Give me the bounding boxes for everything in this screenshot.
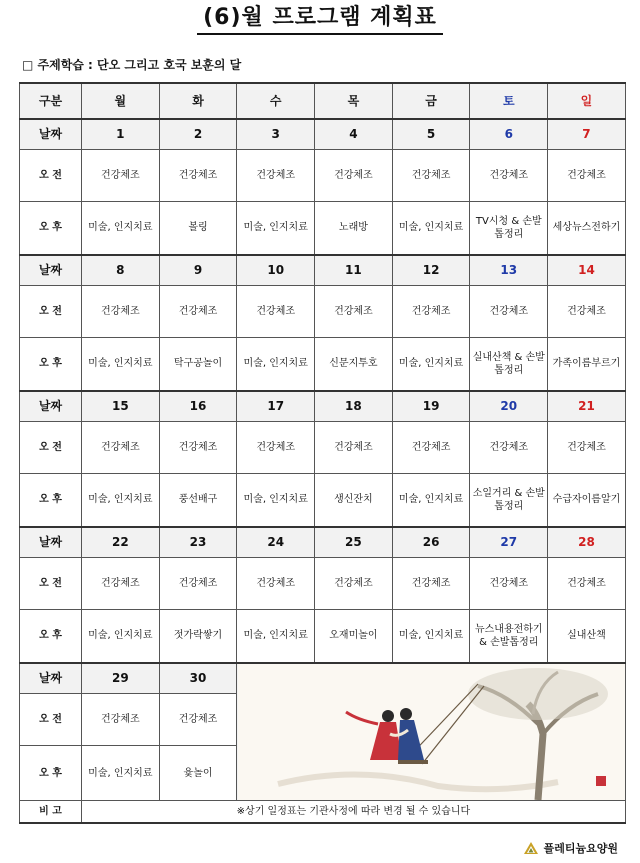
date-cell: 10 bbox=[237, 255, 315, 285]
date-cell: 1 bbox=[82, 119, 160, 149]
am-cell: 건강체조 bbox=[315, 285, 393, 337]
am-cell: 건강체조 bbox=[392, 149, 470, 201]
date-cell: 17 bbox=[237, 391, 315, 421]
pm-cell: 미술, 인지치료 bbox=[82, 609, 160, 663]
am-label: 오 전 bbox=[20, 693, 82, 746]
date-cell: 11 bbox=[315, 255, 393, 285]
date-cell: 3 bbox=[237, 119, 315, 149]
page-title bbox=[0, 4, 640, 35]
date-cell: 15 bbox=[82, 391, 160, 421]
date-cell: 28 bbox=[548, 527, 626, 557]
note-text: ※상기 일정표는 기관사정에 따라 변경 될 수 있습니다 bbox=[82, 801, 626, 823]
pm-label: 오 후 bbox=[20, 473, 82, 527]
header-cell-wed: 수 bbox=[237, 83, 315, 119]
am-cell: 건강체조 bbox=[315, 557, 393, 609]
pm-cell: 미술, 인지치료 bbox=[392, 337, 470, 391]
pm-cell: 젓가락쌓기 bbox=[159, 609, 237, 663]
pm-cell: 윷놀이 bbox=[159, 746, 237, 801]
brand-name: 플레티늄요양원 bbox=[543, 842, 618, 855]
note-row bbox=[20, 801, 626, 823]
pm-cell: 가족이름부르기 bbox=[548, 337, 626, 391]
date-cell: 6 bbox=[470, 119, 548, 149]
am-cell: 건강체조 bbox=[159, 149, 237, 201]
page-title-text: (6)월 프로그램 계획표 bbox=[197, 4, 443, 35]
am-label: 오 전 bbox=[20, 557, 82, 609]
date-label: 날짜 bbox=[20, 255, 82, 285]
am-label: 오 전 bbox=[20, 149, 82, 201]
week-1-date-row bbox=[20, 119, 626, 149]
am-label: 오 전 bbox=[20, 285, 82, 337]
am-cell: 건강체조 bbox=[315, 421, 393, 473]
am-cell: 건강체조 bbox=[470, 149, 548, 201]
date-cell: 23 bbox=[159, 527, 237, 557]
pm-cell: 미술, 인지치료 bbox=[82, 746, 160, 801]
date-label: 날짜 bbox=[20, 527, 82, 557]
pm-label: 오 후 bbox=[20, 609, 82, 663]
header-row bbox=[20, 83, 626, 119]
brand-logo-icon bbox=[523, 841, 539, 855]
dano-swing-painting bbox=[238, 664, 625, 800]
week-2-pm-row bbox=[20, 337, 626, 391]
am-cell: 건강체조 bbox=[237, 557, 315, 609]
week-5-date-row bbox=[20, 663, 626, 693]
date-label: 날짜 bbox=[20, 391, 82, 421]
am-cell: 건강체조 bbox=[392, 285, 470, 337]
am-cell: 건강체조 bbox=[548, 149, 626, 201]
pm-cell: 실내산책 & 손발톱정리 bbox=[470, 337, 548, 391]
date-cell: 20 bbox=[470, 391, 548, 421]
date-label: 날짜 bbox=[20, 663, 82, 693]
pm-cell: 신문지투호 bbox=[315, 337, 393, 391]
pm-cell: 수급자이름알기 bbox=[548, 473, 626, 527]
header-cell-sat: 토 bbox=[470, 83, 548, 119]
pm-cell: 풍선배구 bbox=[159, 473, 237, 527]
header-cell-mon: 월 bbox=[82, 83, 160, 119]
am-cell: 건강체조 bbox=[548, 285, 626, 337]
am-cell: 건강체조 bbox=[470, 285, 548, 337]
am-cell: 건강체조 bbox=[82, 149, 160, 201]
date-cell: 7 bbox=[548, 119, 626, 149]
date-cell: 24 bbox=[237, 527, 315, 557]
date-cell: 14 bbox=[548, 255, 626, 285]
am-cell: 건강체조 bbox=[548, 421, 626, 473]
program-table bbox=[19, 82, 626, 824]
date-cell: 30 bbox=[159, 663, 237, 693]
date-cell: 18 bbox=[315, 391, 393, 421]
pm-cell: 생신잔치 bbox=[315, 473, 393, 527]
brand bbox=[523, 840, 618, 856]
pm-label: 오 후 bbox=[20, 201, 82, 255]
pm-cell: 미술, 인지치료 bbox=[82, 473, 160, 527]
am-cell: 건강체조 bbox=[470, 421, 548, 473]
am-cell: 건강체조 bbox=[159, 557, 237, 609]
pm-cell: 미술, 인지치료 bbox=[237, 201, 315, 255]
pm-cell: 볼링 bbox=[159, 201, 237, 255]
pm-cell: 노래방 bbox=[315, 201, 393, 255]
am-cell: 건강체조 bbox=[548, 557, 626, 609]
week-1-am-row bbox=[20, 149, 626, 201]
am-cell: 건강체조 bbox=[82, 693, 160, 746]
pm-cell: 오재미놀이 bbox=[315, 609, 393, 663]
date-cell: 19 bbox=[392, 391, 470, 421]
am-cell: 건강체조 bbox=[392, 557, 470, 609]
date-cell: 27 bbox=[470, 527, 548, 557]
am-cell: 건강체조 bbox=[237, 285, 315, 337]
pm-cell: 미술, 인지치료 bbox=[392, 609, 470, 663]
week-2-date-row bbox=[20, 255, 626, 285]
date-cell: 4 bbox=[315, 119, 393, 149]
header-cell-category: 구분 bbox=[20, 83, 82, 119]
pm-cell: 미술, 인지치료 bbox=[392, 473, 470, 527]
am-cell: 건강체조 bbox=[82, 285, 160, 337]
date-cell: 25 bbox=[315, 527, 393, 557]
am-cell: 건강체조 bbox=[470, 557, 548, 609]
pm-label: 오 후 bbox=[20, 337, 82, 391]
week-3-date-row bbox=[20, 391, 626, 421]
pm-cell: 미술, 인지치료 bbox=[82, 201, 160, 255]
week-4-am-row bbox=[20, 557, 626, 609]
pm-cell: 뉴스내용전하기 & 손발톱정리 bbox=[470, 609, 548, 663]
am-cell: 건강체조 bbox=[159, 421, 237, 473]
date-cell: 22 bbox=[82, 527, 160, 557]
pm-cell: 세상뉴스전하기 bbox=[548, 201, 626, 255]
week-4-pm-row bbox=[20, 609, 626, 663]
week-2-am-row bbox=[20, 285, 626, 337]
note-label: 비 고 bbox=[20, 801, 82, 823]
am-cell: 건강체조 bbox=[237, 421, 315, 473]
week-4-date-row bbox=[20, 527, 626, 557]
date-cell: 21 bbox=[548, 391, 626, 421]
week-3-am-row bbox=[20, 421, 626, 473]
pm-cell: 미술, 인지치료 bbox=[82, 337, 160, 391]
pm-cell: 탁구공놀이 bbox=[159, 337, 237, 391]
pm-cell: 미술, 인지치료 bbox=[392, 201, 470, 255]
date-cell: 26 bbox=[392, 527, 470, 557]
pm-cell: 소일거리 & 손발톱정리 bbox=[470, 473, 548, 527]
pm-cell: 미술, 인지치료 bbox=[237, 473, 315, 527]
week-3-pm-row bbox=[20, 473, 626, 527]
week-1-pm-row bbox=[20, 201, 626, 255]
am-cell: 건강체조 bbox=[82, 421, 160, 473]
header-cell-fri: 금 bbox=[392, 83, 470, 119]
illustration-cell bbox=[237, 663, 625, 801]
am-cell: 건강체조 bbox=[237, 149, 315, 201]
pm-cell: 미술, 인지치료 bbox=[237, 609, 315, 663]
pm-cell: TV시청 & 손발톱정리 bbox=[470, 201, 548, 255]
pm-cell: 미술, 인지치료 bbox=[237, 337, 315, 391]
header-cell-tue: 화 bbox=[159, 83, 237, 119]
date-cell: 2 bbox=[159, 119, 237, 149]
am-cell: 건강체조 bbox=[315, 149, 393, 201]
date-label: 날짜 bbox=[20, 119, 82, 149]
date-cell: 13 bbox=[470, 255, 548, 285]
date-cell: 8 bbox=[82, 255, 160, 285]
pm-label: 오 후 bbox=[20, 746, 82, 801]
date-cell: 16 bbox=[159, 391, 237, 421]
am-cell: 건강체조 bbox=[159, 693, 237, 746]
am-cell: 건강체조 bbox=[159, 285, 237, 337]
date-cell: 12 bbox=[392, 255, 470, 285]
date-cell: 29 bbox=[82, 663, 160, 693]
date-cell: 9 bbox=[159, 255, 237, 285]
date-cell: 5 bbox=[392, 119, 470, 149]
theme-line: □ 주제학습 : 단오 그리고 호국 보훈의 달 bbox=[22, 58, 242, 72]
pm-cell: 실내산책 bbox=[548, 609, 626, 663]
am-cell: 건강체조 bbox=[392, 421, 470, 473]
am-label: 오 전 bbox=[20, 421, 82, 473]
header-cell-thu: 목 bbox=[315, 83, 393, 119]
am-cell: 건강체조 bbox=[82, 557, 160, 609]
header-cell-sun: 일 bbox=[548, 83, 626, 119]
